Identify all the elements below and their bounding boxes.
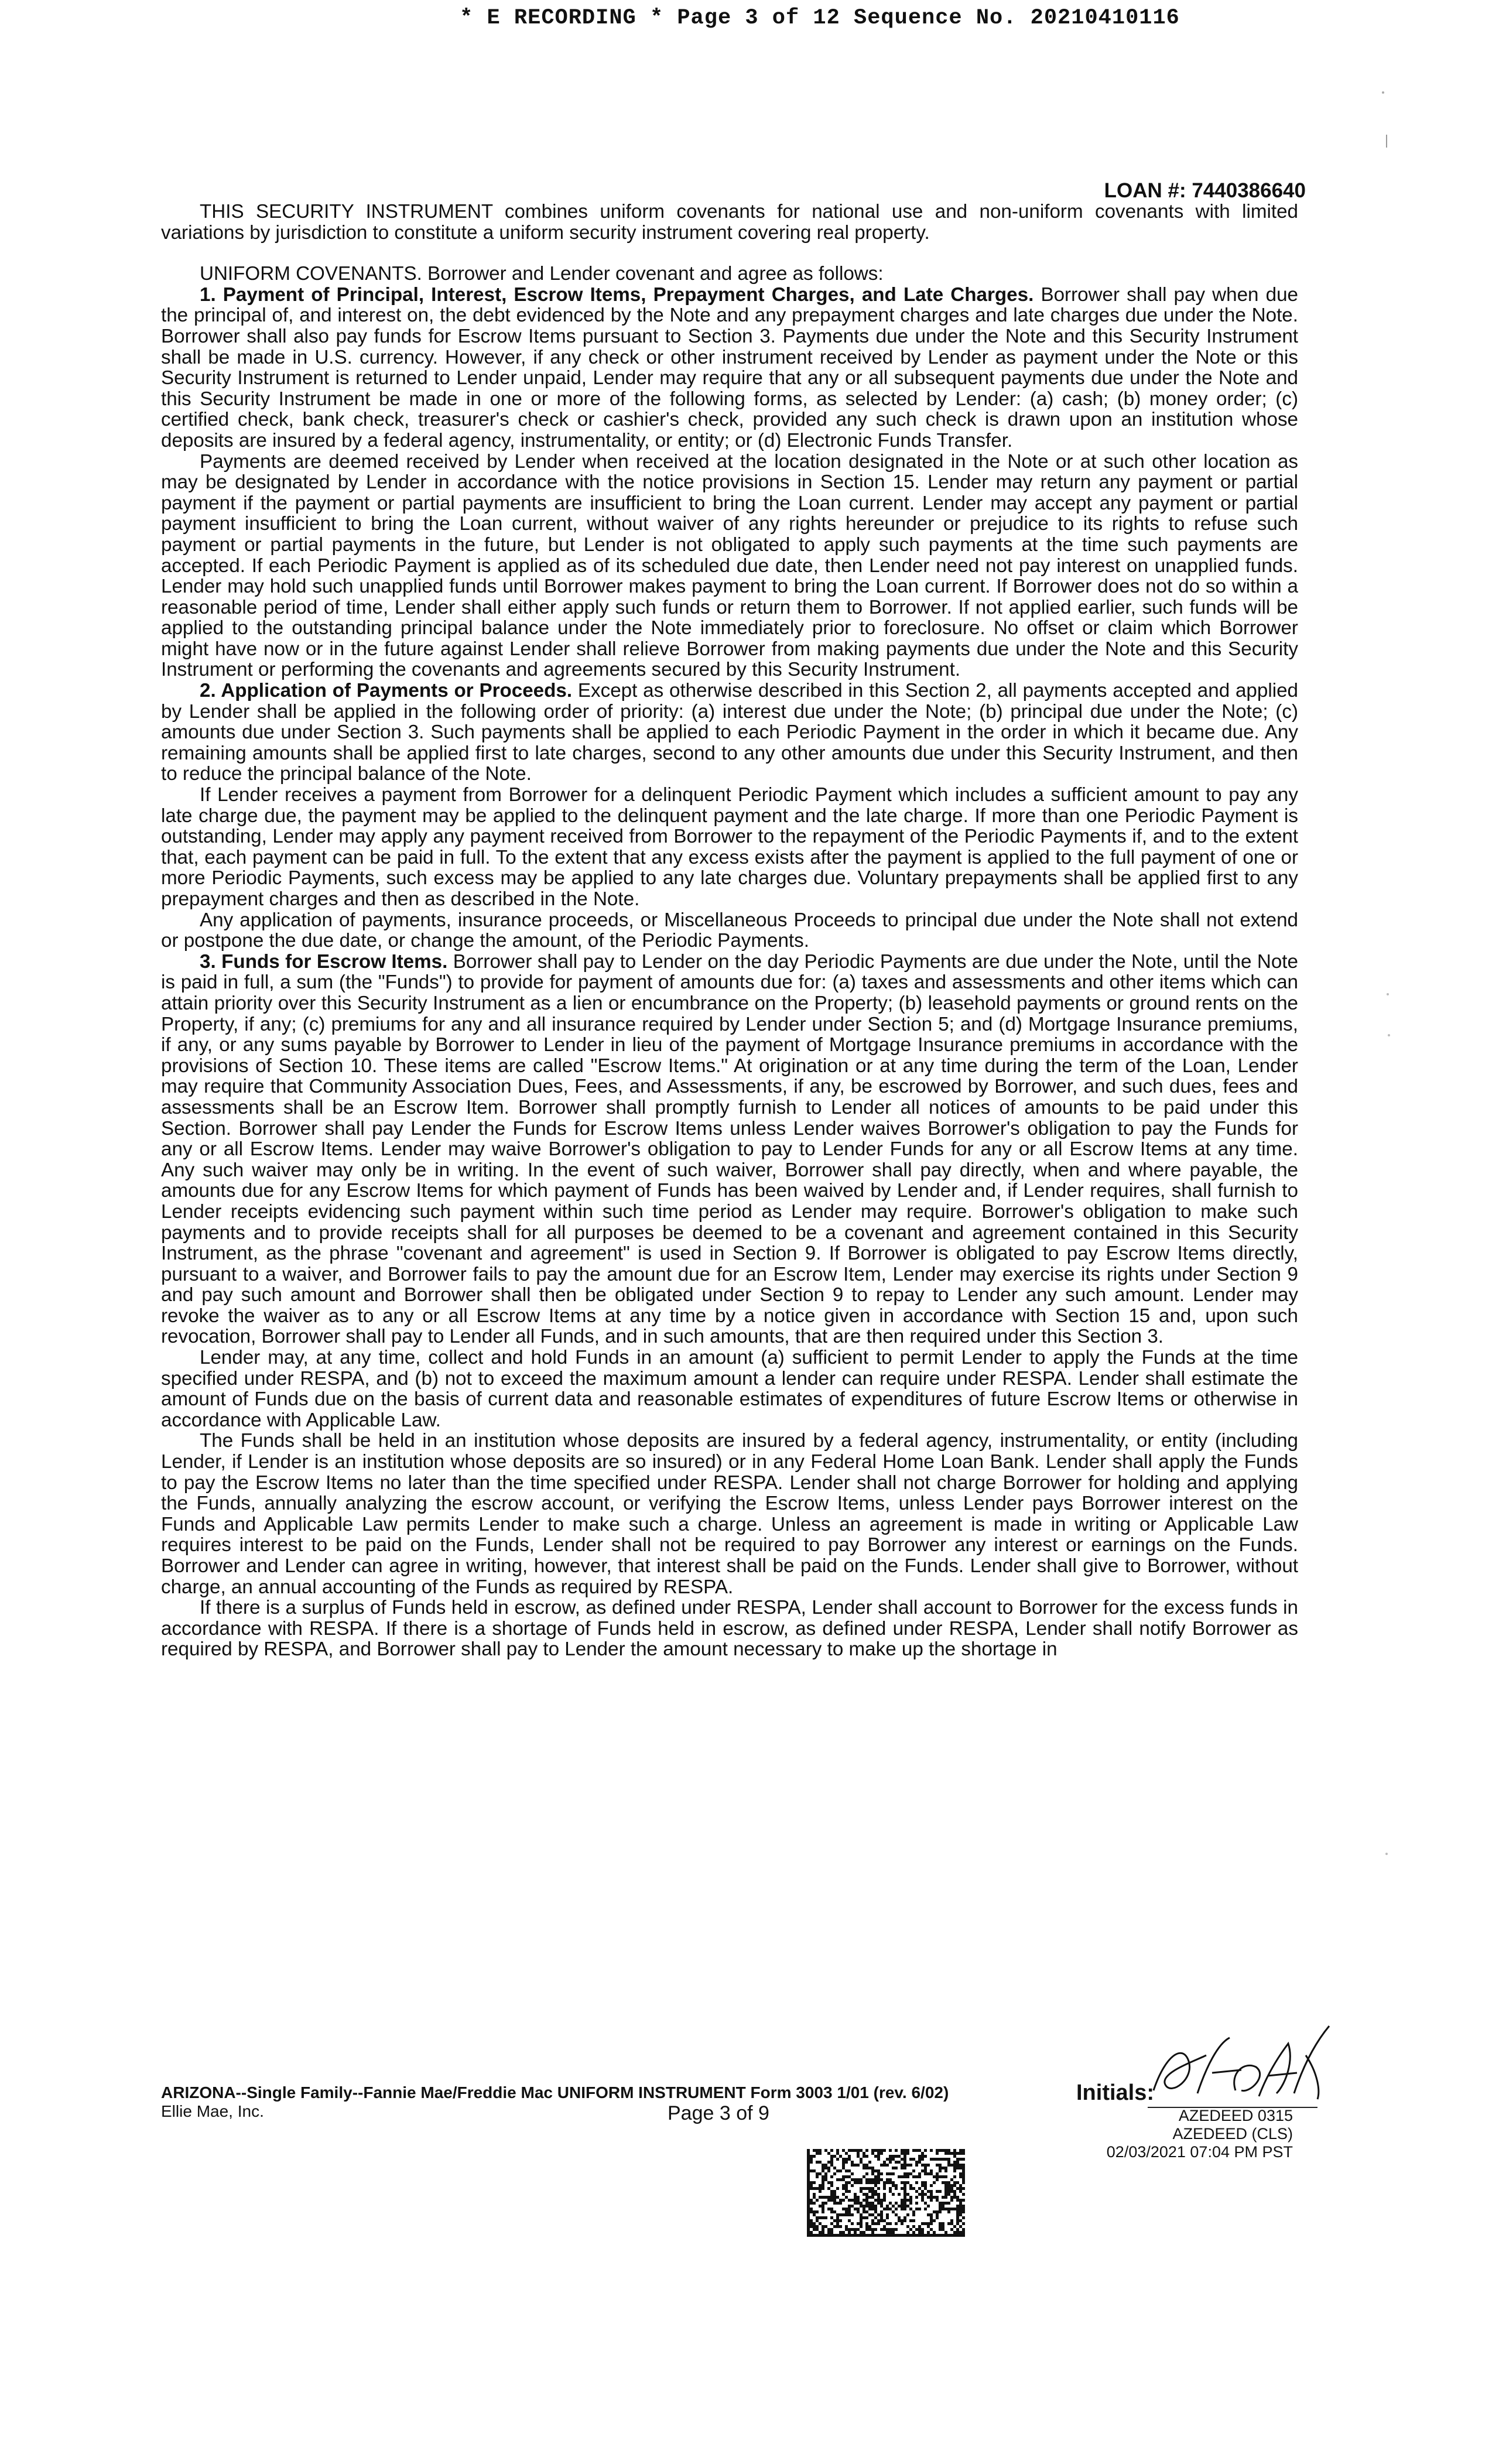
uniform-covenants-line: UNIFORM COVENANTS. Borrower and Lender covenant and agree as follows: bbox=[200, 263, 884, 285]
section-3-paragraph-3: The Funds shall be held in an institution whose deposits are insured by a federal agency, instrumentality, or entity (including Lender, if Lender is an institution whose deposits are so insured) or in any Federal Home Loan Bank. Lender shall apply the Funds to pay the Escrow Items no later than the time specified under RESPA. Lender shall not charge Borrower for holding and applying the Funds, annually analyzing the escrow account, or verifying the Escrow Items, unless Lender pays Borrower interest on the Funds and Applicable Law permits Lender to make such a charge. Unless an agreement is made in writing or Applicable Law requires interest to be paid on the Funds, Lender shall not be required to pay Borrower any interest or earnings on the Funds. Borrower and Lender can agree in writing, however, that interest shall be paid on the Funds. Lender shall give to Borrower, without charge, an annual accounting of the Funds as required by RESPA. bbox=[161, 1430, 1298, 1598]
section-2-paragraph-2: If Lender receives a payment from Borrower for a delinquent Periodic Payment which includes a sufficient amount to pay any late charge due, the payment may be applied to the delinquent payment and the late charge. If more than one Periodic Payment is outstanding, Lender may apply any payment received from Borrower to the repayment of the Periodic Payments if, and to the extent that, each payment can be paid in full. To the extent that any excess exists after the payment is applied to the full payment of one or more Periodic Payments, such excess may be applied to any late charges due. Voluntary prepayments shall be applied first to any prepayment charges and then as described in the Note. bbox=[161, 784, 1298, 910]
section-1-paragraph-2: Payments are deemed received by Lender when received at the location designated in the Note or at such other location as may be designated by Lender in accordance with the notice provisions in Section 15. Lender may return any payment or partial payment if the payment or partial payments are insufficient to bring the Loan current. Lender may accept any payment or partial payment insufficient to bring the Loan current, without waiver of any rights hereunder or prejudice to its rights to refuse such payment or partial payments in the future, but Lender is not obligated to apply such payments at the time such payments are accepted. If each Periodic Payment is applied as of its scheduled due date, then Lender need not pay interest on unapplied funds. Lender may hold such unapplied funds until Borrower makes payment to bring the Loan current. If Borrower does not do so within a reasonable period of time, Lender shall either apply such funds or return them to Borrower. If not applied earlier, such funds will be applied to the outstanding principal balance under the Note immediately prior to foreclosure. No offset or claim which Borrower might have now or in the future against Lender shall relieve Borrower from making payments due under the Note and this Security Instrument or performing the covenants and agreements secured by this Security Instrument. bbox=[161, 450, 1298, 681]
section-3-text: Borrower shall pay to Lender on the day Periodic Payments are due under the Note, until the Note is paid in full, a sum (the "Funds") to provide for payment of amounts due for: (a) taxes and assessments and other items which can attain priority over this Security Instrument as a lien or encumbrance on the Property; (b) leasehold payments or ground rents on the Property, if any; (c) premiums for any and all insurance required by Lender under Section 5; and (d) Mortgage Insurance premiums, if any, or any sums payable by Borrower to Lender in lieu of the payment of Mortgage Insurance premiums in accordance with the provisions of Section 10. These items are called "Escrow Items." At origination or at any time during the term of the Loan, Lender may require that Community Association Dues, Fees, and Assessments, if any, be escrowed by Borrower, and such dues, fees and assessments shall be an Escrow Item. Borrower shall promptly furnish to Lender all notices of amounts to be paid under this Section. Borrower shall pay Lender the Funds for Escrow Items unless Lender waives Borrower's obligation to pay the Funds for any or all Escrow Items. Lender may waive Borrower's obligation to pay to Lender Funds for any or all Escrow Items at any time. Any such waiver may only be in writing. In the event of such waiver, Borrower shall pay directly, when and where payable, the amounts due for any Escrow Items for which payment of Funds has been waived by Lender and, if Lender requires, shall furnish to Lender receipts evidencing such payment within such time period as Lender may require. Borrower's obligation to make such payments and to provide receipts shall for all purposes be deemed to be a covenant and agreement contained in this Security Instrument, as the phrase "covenant and agreement" is used in Section 9. If Borrower is obligated to pay Escrow Items directly, pursuant to a waiver, and Borrower fails to pay the amount due for an Escrow Item, Lender may exercise its rights under Section 9 and pay such amount and Borrower shall then be obligated under Section 9 to repay to Lender any such amount. Lender may revoke the waiver as to any or all Escrow Items at any time by a notice given in accordance with Section 15 and, upon such revocation, Borrower shall pay to Lender all Funds, and in such amounts, that are then required under this Section 3. bbox=[161, 950, 1298, 1348]
section-1-text: Borrower shall pay when due the principal of, and interest on, the debt evidenced by the Note and any prepayment charges and late charges due under the Note. Borrower shall also pay funds for Escrow Items pursuant to Section 3. Payments due under the Note and this Security Instrument shall be made in U.S. currency. However, if any check or other instrument received by Lender as payment under the Note or this Security Instrument is returned to Lender unpaid, Lender may require that any or all subsequent payments due under the Note and this Security Instrument be made in one or more of the following forms, as selected by Lender: (a) cash; (b) money order; (c) certified check, bank check, treasurer's check or cashier's check, provided any such check is drawn upon an institution whose deposits are insured by a federal agency, instrumentality, or entity; or (d) Electronic Funds Transfer. bbox=[161, 283, 1298, 451]
document-body bbox=[161, 201, 1298, 1660]
stamp-line-1: AZEDEED 0315 bbox=[1178, 2107, 1293, 2124]
section-3-heading: 3. Funds for Escrow Items. bbox=[200, 950, 448, 973]
recording-header: * E RECORDING * Page 3 of 12 Sequence No. 20210410116 bbox=[460, 6, 1180, 30]
section-3-paragraph bbox=[161, 952, 1298, 1347]
barcode-2d bbox=[807, 2149, 965, 2237]
initials-label: Initials: bbox=[1076, 2080, 1155, 2105]
footer-form-info bbox=[161, 2083, 949, 2121]
loan-number: LOAN #: 7440386640 bbox=[1104, 179, 1306, 202]
section-3-paragraph-4: If there is a surplus of Funds held in escrow, as defined under RESPA, Lender shall account to Borrower for the excess funds in accordance with RESPA. If there is a shortage of Funds held in escrow, as defined under RESPA, Lender shall notify Borrower as required by RESPA, and Borrower shall pay to Lender the amount necessary to make up the shortage in bbox=[161, 1597, 1298, 1661]
section-3-paragraph-2: Lender may, at any time, collect and hold Funds in an amount (a) sufficient to permit Lender to apply the Funds at the time specified under RESPA, and (b) not to exceed the maximum amount a lender can require under RESPA. Lender shall estimate the amount of Funds due on the basis of current data and reasonable estimates of expenditures of future Escrow Items or otherwise in accordance with Applicable Law. bbox=[161, 1347, 1298, 1431]
section-2-paragraph bbox=[161, 680, 1298, 785]
section-2-text: Except as otherwise described in this Section 2, all payments accepted and applied by Lender shall be applied in the following order of priority: (a) interest due under the Note; (b) principal due under the Note; (c) amounts due under Section 3. Such payments shall be applied to each Periodic Payment in the order in which it became due. Any remaining amounts shall be applied first to late charges, second to any other amounts due under this Security Instrument, and then to reduce the principal balance of the Note. bbox=[161, 680, 1298, 785]
form-identifier: ARIZONA--Single Family--Fannie Mae/Freddie Mac UNIFORM INSTRUMENT Form 3003 1/01 (rev. 6/02) bbox=[161, 2083, 949, 2102]
section-2-paragraph-3: Any application of payments, insurance proceeds, or Miscellaneous Proceeds to principal due under the Note shall not extend or postpone the due date, or change the amount, of the Periodic Payments. bbox=[161, 909, 1298, 952]
section-2-heading: 2. Application of Payments or Proceeds. bbox=[200, 680, 573, 702]
intro-paragraph: THIS SECURITY INSTRUMENT combines uniform covenants for national use and non-uniform covenants with limited variations by jurisdiction to constitute a uniform security instrument covering real property. bbox=[161, 201, 1298, 244]
vendor-name: Ellie Mae, Inc. bbox=[161, 2102, 264, 2120]
section-1-paragraph bbox=[161, 285, 1298, 451]
page-number: Page 3 of 9 bbox=[668, 2102, 769, 2124]
section-1-heading: 1. Payment of Principal, Interest, Escrow Items, Prepayment Charges, and Late Charges. bbox=[200, 283, 1034, 306]
handwritten-initials bbox=[1142, 2020, 1335, 2108]
recording-stamp bbox=[1107, 2107, 1293, 2161]
stamp-line-2: AZEDEED (CLS) bbox=[1172, 2125, 1293, 2143]
stamp-line-3: 02/03/2021 07:04 PM PST bbox=[1106, 2143, 1293, 2161]
